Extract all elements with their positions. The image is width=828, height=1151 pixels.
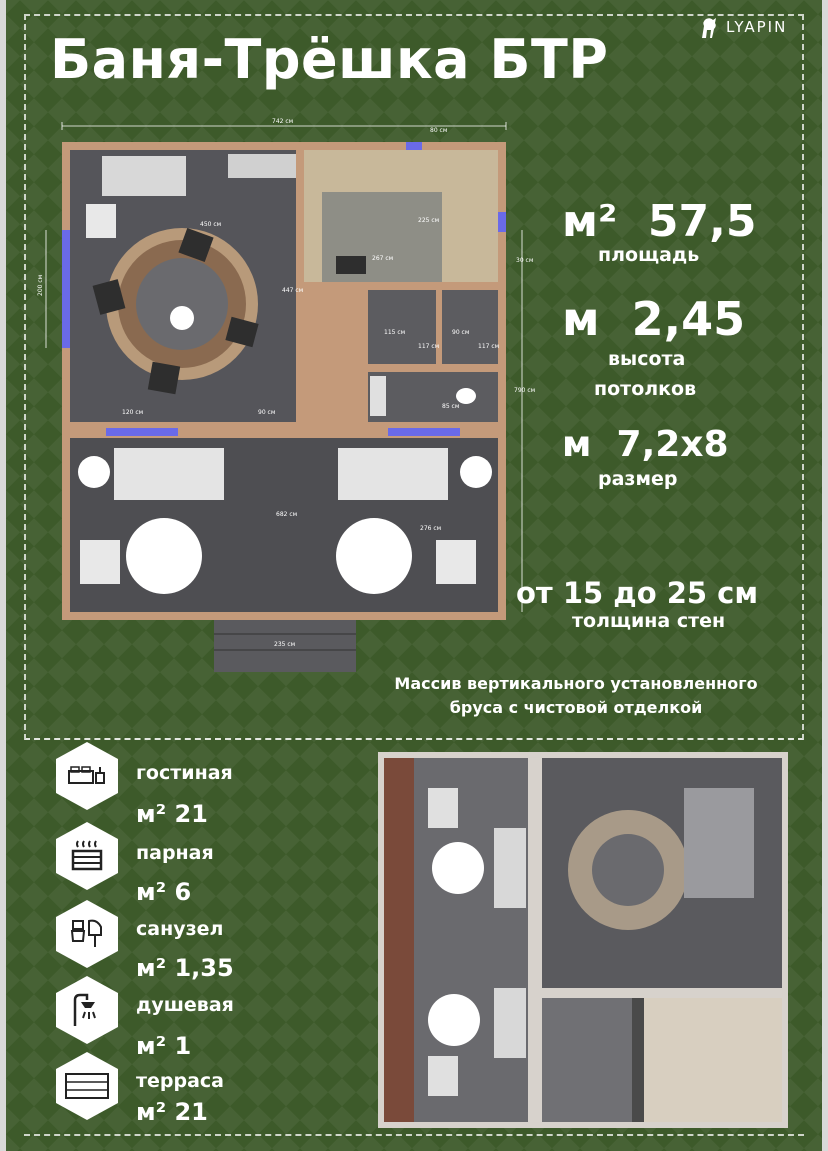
material-note bbox=[346, 672, 806, 720]
toilet bbox=[456, 388, 476, 404]
sauna-stove bbox=[336, 256, 366, 274]
area-unit: м² bbox=[562, 196, 618, 247]
height-label-line2: потолков bbox=[594, 378, 697, 400]
window bbox=[62, 230, 70, 348]
dim-steam-width: 267 см bbox=[372, 255, 394, 262]
size-value: 7,2х8 bbox=[616, 424, 729, 465]
area-value: 57,5 bbox=[647, 196, 757, 247]
shower-floor bbox=[442, 290, 498, 364]
page-title: Баня-Трёшка БТР bbox=[50, 28, 609, 91]
brand-name: LYAPIN bbox=[726, 18, 788, 36]
dim-terrace-width: 682 см bbox=[276, 511, 298, 518]
shower-icon bbox=[56, 976, 118, 1044]
height-stat bbox=[562, 292, 745, 346]
legend-sauna-label: парная bbox=[136, 842, 214, 864]
legend-terrace-area: м² 21 bbox=[136, 1098, 208, 1126]
sauna-icon bbox=[56, 822, 118, 890]
legend-terrace-label: терраса bbox=[136, 1070, 225, 1092]
dim-top-opening: 80 см bbox=[430, 127, 448, 134]
wash-room-floor bbox=[368, 290, 436, 364]
window bbox=[498, 212, 506, 232]
size-unit: м bbox=[562, 424, 592, 465]
walls-value: от 15 до 25 см bbox=[516, 576, 759, 610]
terrace-armchair bbox=[80, 540, 120, 584]
dim-steam-depth: 225 см bbox=[418, 217, 440, 224]
dim-toilet-depth: 85 см bbox=[442, 403, 460, 410]
material-line2: бруса с чистовой отделкой bbox=[449, 698, 703, 717]
terrace-sofa bbox=[338, 448, 448, 500]
bathtub bbox=[370, 376, 386, 416]
brand bbox=[698, 14, 787, 40]
lyapin-logo-icon bbox=[698, 14, 720, 40]
bathroom-icon bbox=[56, 900, 118, 968]
window bbox=[106, 428, 178, 436]
armchair bbox=[86, 204, 116, 238]
bottom-divider bbox=[24, 1134, 804, 1136]
render-illustration bbox=[384, 758, 782, 1122]
terrace-icon bbox=[56, 1052, 118, 1120]
dining-table bbox=[136, 258, 228, 350]
interior-render bbox=[378, 752, 788, 1128]
legend-shower-area: м² 1 bbox=[136, 1032, 192, 1060]
legend-bathroom-area: м² 1,35 bbox=[136, 954, 234, 982]
dim-terrace-depth: 276 см bbox=[420, 525, 442, 532]
dim-right-small: 30 см bbox=[516, 257, 534, 264]
size-label: размер bbox=[598, 468, 678, 490]
terrace-armchair bbox=[436, 540, 476, 584]
legend-sauna-area: м² 6 bbox=[136, 878, 192, 906]
height-label-line1: высота bbox=[608, 348, 686, 370]
side-table bbox=[460, 456, 492, 488]
dim-left-window: 200 см bbox=[37, 274, 44, 296]
sofa bbox=[102, 156, 186, 196]
height-value: 2,45 bbox=[631, 292, 746, 346]
dim-total-width: 742 см bbox=[272, 118, 294, 125]
window bbox=[406, 142, 422, 150]
legend-bathroom-label: санузел bbox=[136, 918, 224, 940]
legend-living-area: м² 21 bbox=[136, 800, 208, 828]
kitchen-counter bbox=[228, 154, 296, 178]
legend-shower-label: душевая bbox=[136, 994, 234, 1016]
table-plate bbox=[170, 306, 194, 330]
legend-living-label: гостиная bbox=[136, 762, 233, 784]
terrace-table bbox=[126, 518, 202, 594]
area-stat bbox=[562, 196, 756, 247]
dim-bottom-mid: 90 см bbox=[258, 409, 276, 416]
dim-total-depth: 790 см bbox=[514, 387, 536, 394]
walls-label: толщина стен bbox=[572, 610, 726, 632]
dim-living-depth: 447 см bbox=[282, 287, 304, 294]
living-room-icon bbox=[56, 742, 118, 810]
poster bbox=[6, 0, 822, 1151]
side-table bbox=[78, 456, 110, 488]
size-stat bbox=[562, 424, 729, 465]
dim-wash-width: 115 см bbox=[384, 329, 406, 336]
height-unit: м bbox=[562, 292, 600, 346]
window bbox=[388, 428, 460, 436]
dim-wash-depth: 117 см bbox=[418, 343, 440, 350]
dim-shower-width: 90 см bbox=[452, 329, 470, 336]
dim-living-width: 450 см bbox=[200, 221, 222, 228]
chair bbox=[148, 362, 180, 394]
material-line1: Массив вертикального установленного bbox=[394, 674, 758, 693]
dim-bottom-left: 120 см bbox=[122, 409, 144, 416]
terrace-sofa bbox=[114, 448, 224, 500]
dim-stairs-width: 235 см bbox=[274, 641, 296, 648]
terrace-table bbox=[336, 518, 412, 594]
floor-plan bbox=[32, 112, 536, 680]
bathroom-floor bbox=[368, 372, 498, 422]
dim-shower-depth: 117 см bbox=[478, 343, 500, 350]
area-label: площадь bbox=[598, 244, 700, 266]
